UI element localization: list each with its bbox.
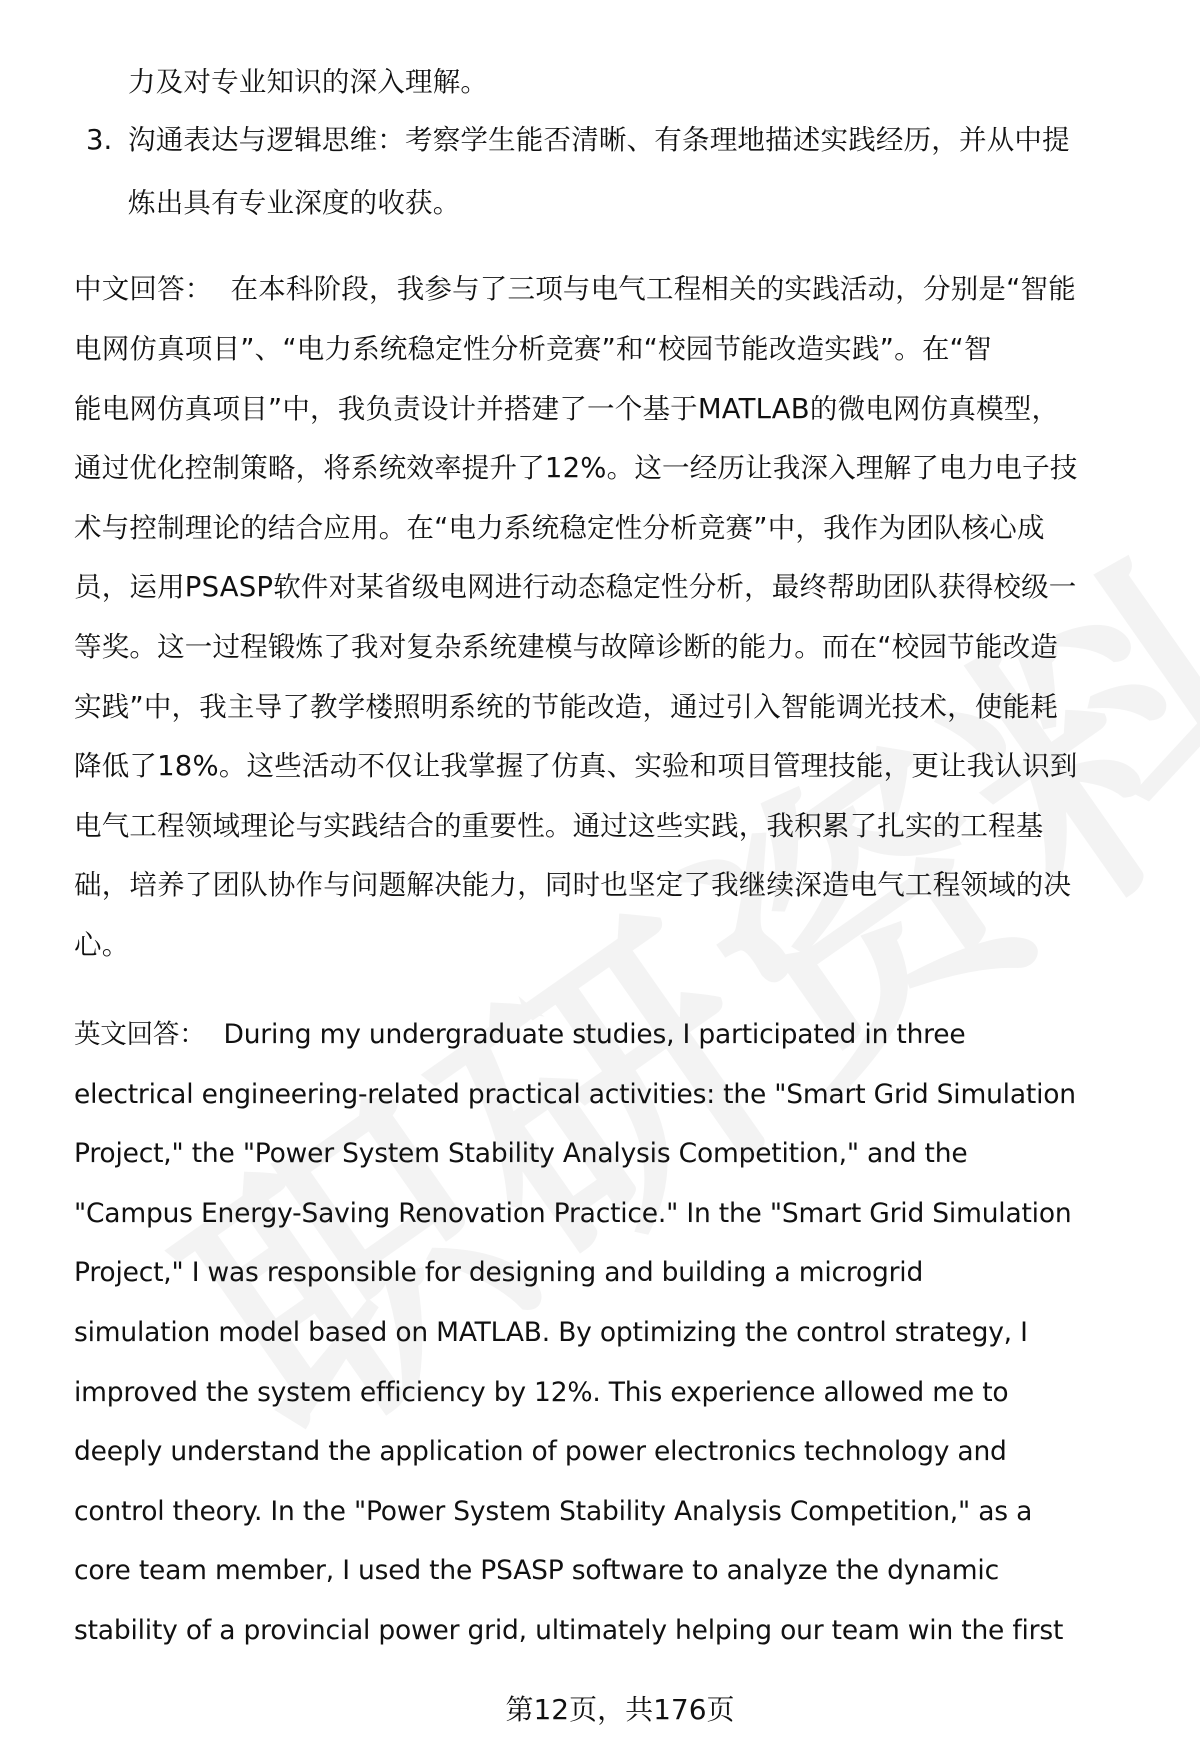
chinese-answer-line: 心。 [74, 929, 130, 961]
criteria-item-3-number: 3. [86, 124, 113, 156]
english-answer-line: stability of a provincial power grid, ultimately helping our team win the first [74, 1615, 1064, 1646]
chinese-answer-text: 在本科阶段，我参与了三项与电气工程相关的实践活动，分别是“智能 [230, 273, 1076, 305]
chinese-answer-line: 础，培养了团队协作与问题解决能力，同时也坚定了我继续深造电气工程领域的决 [74, 869, 1072, 901]
chinese-answer-label: 中文回答： [74, 273, 213, 305]
english-answer-line: "Campus Energy-Saving Renovation Practice." In the "Smart Grid Simulation [74, 1198, 1072, 1229]
english-answer-line: Project," I was responsible for designing and building a microgrid [74, 1257, 924, 1288]
chinese-answer-line: 术与控制理论的结合应用。在“电力系统稳定性分析竞赛”中，我作为团队核心成 [74, 512, 1045, 544]
chinese-answer-line: 实践”中，我主导了教学楼照明系统的节能改造，通过引入智能调光技术，使能耗 [74, 691, 1058, 723]
english-answer-line: deeply understand the application of power electronics technology and [74, 1436, 1007, 1467]
english-answer-line: control theory. In the "Power System Stability Analysis Competition," as a [74, 1496, 1033, 1527]
chinese-answer-line: 电网仿真项目”、“电力系统稳定性分析竞赛”和“校园节能改造实践”。在“智 [74, 333, 992, 365]
criteria-item-2-tail: 力及对专业知识的深入理解。 [128, 66, 489, 98]
english-answer-text: During my undergraduate studies, I participated in three [223, 1019, 966, 1050]
chinese-answer-line: 电气工程领域理论与实践结合的重要性。通过这些实践，我积累了扎实的工程基 [74, 810, 1044, 842]
chinese-answer-line: 等奖。这一过程锻炼了我对复杂系统建模与故障诊断的能力。而在“校园节能改造 [74, 631, 1058, 663]
criteria-item-3-line: 炼出具有专业深度的收获。 [128, 187, 461, 219]
english-answer-line: improved the system efficiency by 12%. This experience allowed me to [74, 1377, 1009, 1408]
english-answer-line: Project," the "Power System Stability Analysis Competition," and the [74, 1138, 968, 1169]
criteria-item-3-line: 沟通表达与逻辑思维：考察学生能否清晰、有条理地描述实践经历，并从中提 [128, 124, 1070, 156]
chinese-answer-line: 员，运用PSASP软件对某省级电网进行动态稳定性分析，最终帮助团队获得校级一 [74, 571, 1077, 603]
english-answer-line: simulation model based on MATLAB. By optimizing the control strategy, I [74, 1317, 1028, 1348]
chinese-answer-line: 通过优化控制策略，将系统效率提升了12%。这一经历让我深入理解了电力电子技 [74, 452, 1078, 484]
english-answer-line [74, 1017, 966, 1053]
english-answer-label: 英文回答： [74, 1019, 206, 1050]
chinese-answer-line: 能电网仿真项目”中，我负责设计并搭建了一个基于MATLAB的微电网仿真模型， [74, 393, 1060, 425]
chinese-answer-line: 降低了18%。这些活动不仅让我掌握了仿真、实验和项目管理技能，更让我认识到 [74, 750, 1078, 782]
page-indicator: 第12页，共176页 [505, 1693, 735, 1726]
english-answer-line: electrical engineering-related practical activities: the "Smart Grid Simulation [74, 1079, 1076, 1110]
chinese-answer-line [74, 271, 1076, 307]
english-answer-line: core team member, I used the PSASP software to analyze the dynamic [74, 1555, 999, 1586]
